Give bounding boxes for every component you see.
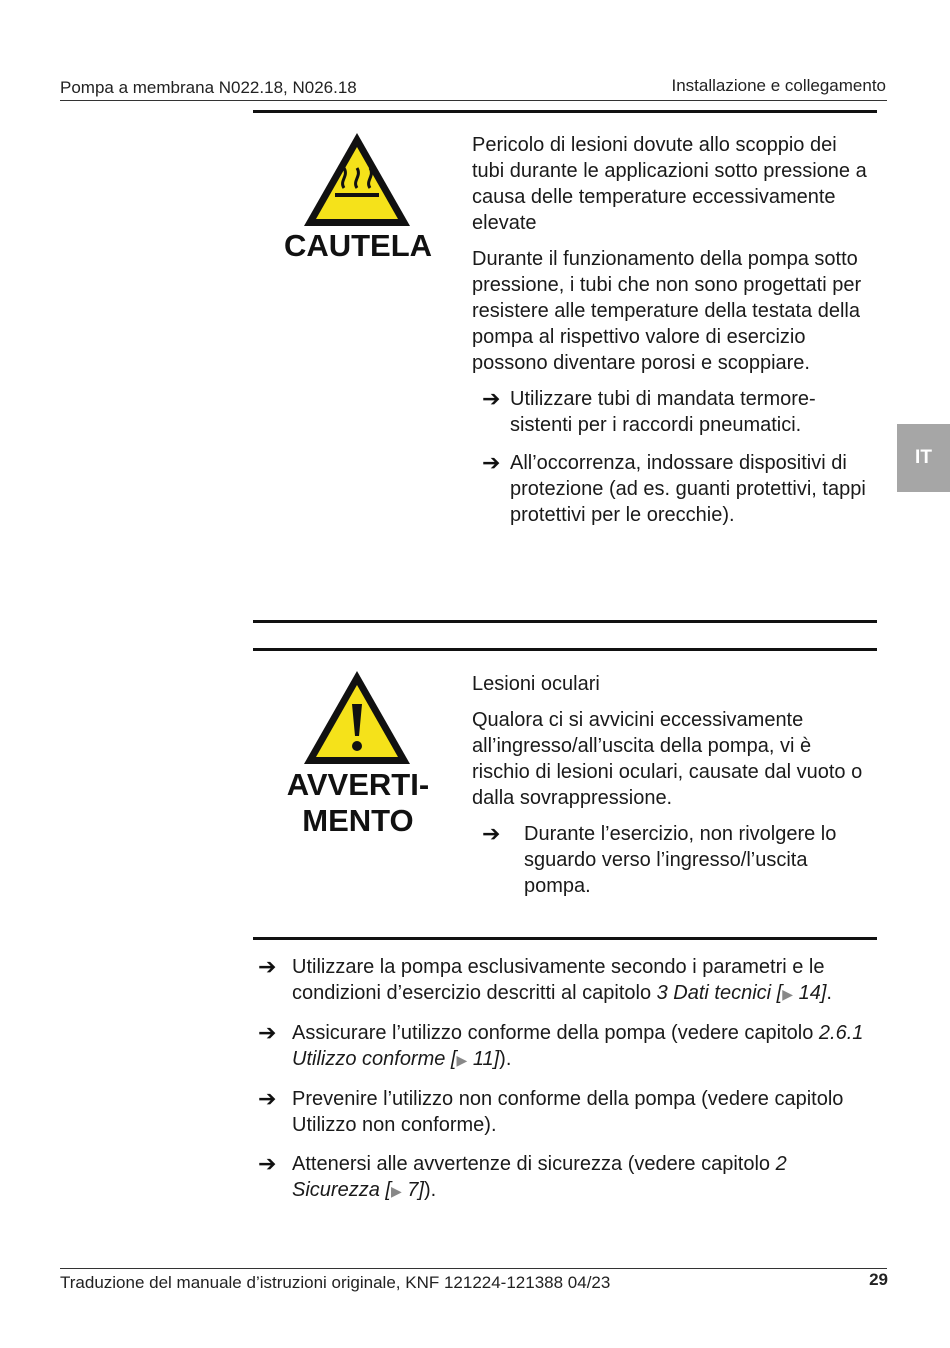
arrow-right-icon: ➔ <box>258 1151 277 1176</box>
caution-body: Durante il funzionamento della pompa sotto pressione, i tubi che non sono progettati per resistere alle temperature della testata della pompa al rispettivo valore di esercizio possono diventare porosi e scoppiare. <box>472 248 862 374</box>
caution-bottom-rule <box>253 620 877 623</box>
warning-step-text: Durante l’esercizio, non rivolgere lo sguardo verso l’ingresso/l’uscita pompa. <box>524 823 837 897</box>
page-marker-icon: ▶ <box>390 1183 402 1199</box>
warning-signal-word-line1: AVVERTI- <box>286 767 430 802</box>
page-marker-icon: ▶ <box>782 986 794 1002</box>
cross-reference-link[interactable]: 2.6.1 Utilizzo conforme [ <box>292 1022 864 1070</box>
instruction-text: Assicurare l’utilizzo conforme della pompa (vedere capitolo <box>292 1022 819 1044</box>
warning-step-1 <box>472 821 867 899</box>
instruction-item <box>258 1086 878 1138</box>
arrow-right-icon: ➔ <box>258 1020 277 1045</box>
instruction-text: Utilizzare la pompa esclusivamente secondo i parametri e le condizioni d’esercizio descritti al capitolo <box>292 956 825 1004</box>
instruction-item <box>258 1020 878 1073</box>
instruction-text-end: . <box>826 982 832 1004</box>
cross-reference-page[interactable]: 11] <box>467 1048 500 1070</box>
instruction-text: Prevenire l’utilizzo non conforme della pompa (vedere capitolo Utilizzo non conforme). <box>292 1088 844 1136</box>
warning-title: Lesioni oculari <box>472 673 600 695</box>
arrow-right-icon: ➔ <box>482 821 501 846</box>
instruction-text: Attenersi alle avvertenze di sicurezza (vedere capitolo <box>292 1153 776 1175</box>
warning-message <box>472 671 867 911</box>
arrow-right-icon: ➔ <box>482 386 501 411</box>
caution-title: Pericolo di lesioni dovute allo scoppio dei tubi durante le applicazioni sotto pressione a causa delle temperature eccessivamente elevate <box>472 134 867 234</box>
caution-signal-word: CAUTELA <box>283 228 433 263</box>
caution-step-text: All’occorrenza, indossare dispositivi di protezione (ad es. guanti protettivi, tappi protettivi per le orecchie). <box>510 452 866 526</box>
cross-reference-page[interactable]: 14] <box>793 982 827 1004</box>
warning-signal-word-line2: MENTO <box>302 803 414 838</box>
caution-top-rule <box>253 110 877 113</box>
instruction-text-end: ). <box>423 1179 437 1201</box>
header-document-title: Pompa a membrana N022.18, N026.18 <box>60 78 357 97</box>
caution-step-1 <box>472 386 867 438</box>
instruction-list <box>258 954 878 1217</box>
arrow-right-icon: ➔ <box>482 450 501 475</box>
page-number: 29 <box>869 1270 888 1289</box>
instruction-item <box>258 1151 878 1204</box>
hot-surface-warning-icon <box>301 130 413 230</box>
header-divider <box>60 100 887 101</box>
warning-bottom-rule <box>253 937 877 940</box>
warning-top-rule <box>253 648 877 651</box>
header-chapter-title: Installazione e collegamento <box>671 76 886 95</box>
page-marker-icon: ▶ <box>456 1052 468 1068</box>
arrow-right-icon: ➔ <box>258 1086 277 1111</box>
instruction-text-end: ). <box>499 1048 512 1070</box>
footer-divider <box>60 1268 887 1269</box>
caution-message <box>472 132 867 540</box>
arrow-right-icon: ➔ <box>258 954 277 979</box>
cross-reference-link[interactable]: 3 Dati tecnici [ <box>656 982 783 1004</box>
cross-reference-page[interactable]: 7] <box>401 1179 424 1201</box>
warning-body: Qualora ci si avvicini eccessivamente all’ingresso/all’uscita della pompa, vi è rischio di lesioni oculari, causate dal vuoto o dalla sovrappressione. <box>472 709 863 809</box>
language-tab: IT <box>897 424 950 492</box>
caution-step-text: Utilizzare tubi di mandata termoresistenti per i raccordi pneumatici. <box>510 388 816 436</box>
caution-step-2 <box>472 450 867 528</box>
instruction-item <box>258 954 878 1007</box>
footer-document-info: Traduzione del manuale d’istruzioni originale, KNF 121224-121388 04/23 <box>60 1273 611 1292</box>
cross-reference-link[interactable]: 2 Sicurezza [ <box>292 1153 787 1201</box>
exclamation-warning-icon <box>301 668 413 768</box>
